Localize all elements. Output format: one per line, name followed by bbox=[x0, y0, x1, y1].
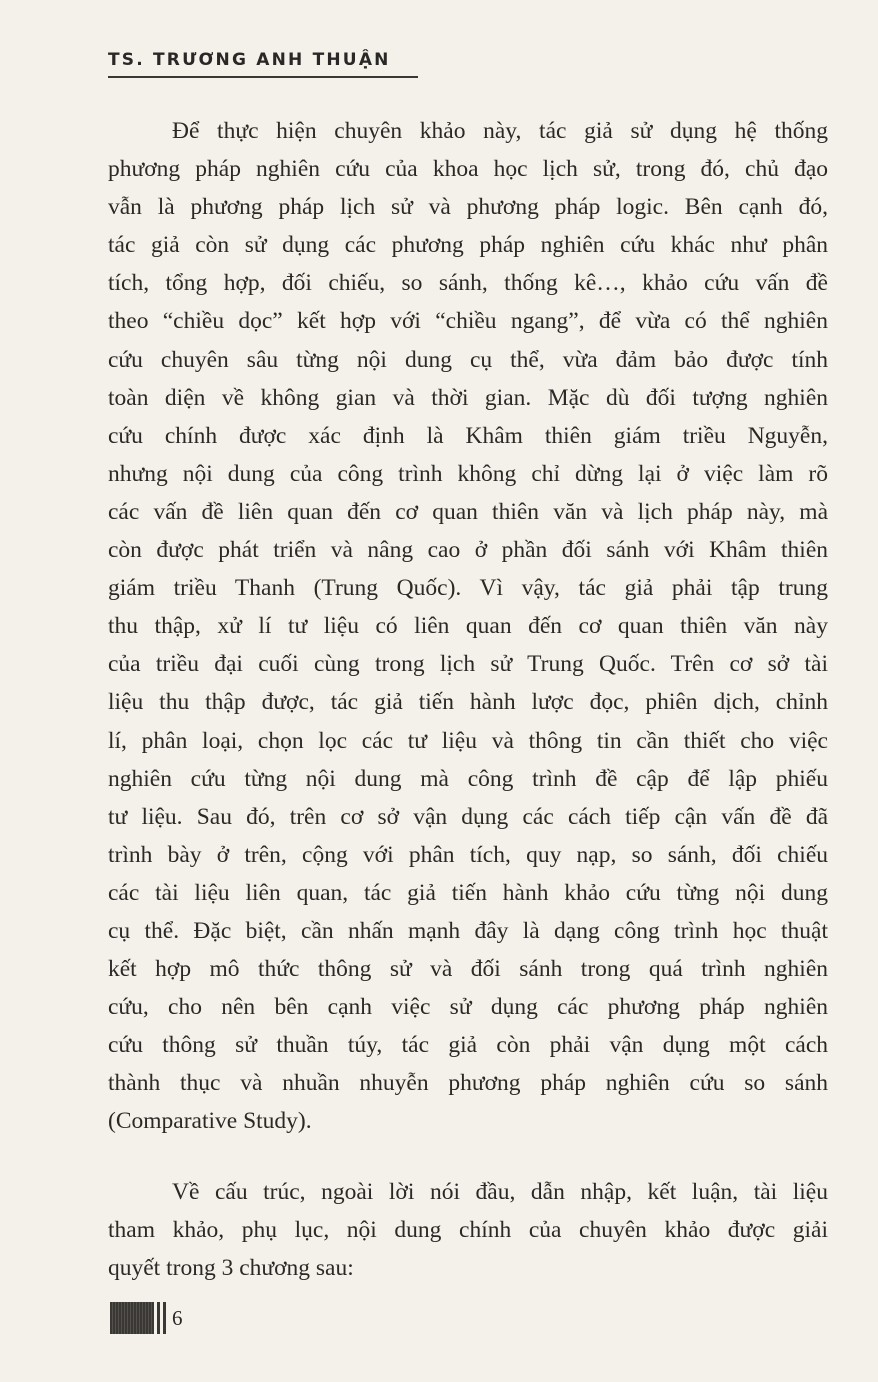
text-line: tác giả còn sử dụng các phương pháp nghiên cứu khác như phân bbox=[108, 232, 828, 259]
text-line: giám triều Thanh (Trung Quốc). Vì vậy, tác giả phải tập trung bbox=[108, 575, 828, 602]
text-line: các vấn đề liên quan đến cơ quan thiên văn và lịch pháp này, mà bbox=[108, 498, 828, 525]
text-line: lí, phân loại, chọn lọc các tư liệu và thông tin cần thiết cho việc bbox=[108, 727, 828, 754]
text-line: cứu chuyên sâu từng nội dung cụ thể, vừa đảm bảo được tính bbox=[108, 346, 828, 373]
text-line: (Comparative Study). bbox=[108, 1108, 312, 1135]
paragraph-methods bbox=[108, 112, 828, 1141]
paragraph-structure bbox=[108, 1173, 828, 1287]
paragraph-gap bbox=[108, 1141, 828, 1173]
header-rule bbox=[108, 76, 418, 78]
text-line: cứu, cho nên bên cạnh việc sử dụng các phương pháp nghiên bbox=[108, 994, 828, 1021]
page-footer bbox=[110, 1302, 183, 1334]
text-line: nghiên cứu từng nội dung mà công trình đề cập để lập phiếu bbox=[108, 765, 828, 792]
text-line: theo “chiều dọc” kết hợp với “chiều ngang”, để vừa có thể nghiên bbox=[108, 308, 828, 335]
text-line: phương pháp nghiên cứu của khoa học lịch sử, trong đó, chủ đạo bbox=[108, 156, 828, 183]
text-line: Về cấu trúc, ngoài lời nói đầu, dẫn nhập, kết luận, tài liệu bbox=[172, 1178, 828, 1205]
footer-bar bbox=[163, 1302, 166, 1334]
footer-bar bbox=[157, 1302, 160, 1334]
running-header-author: TS. TRƯƠNG ANH THUẬN bbox=[108, 50, 391, 70]
text-line: thu thập, xử lí tư liệu có liên quan đến cơ quan thiên văn này bbox=[108, 613, 828, 640]
text-line: tư liệu. Sau đó, trên cơ sở vận dụng các cách tiếp cận vấn đề đã bbox=[108, 803, 828, 830]
body-text bbox=[108, 112, 828, 1287]
text-line: trình bày ở trên, cộng với phân tích, quy nạp, so sánh, đối chiếu bbox=[108, 841, 828, 868]
text-line: tích, tổng hợp, đối chiếu, so sánh, thống kê…, khảo cứu vấn đề bbox=[108, 270, 828, 297]
text-line: cụ thể. Đặc biệt, cần nhấn mạnh đây là dạng công trình học thuật bbox=[108, 917, 828, 944]
page-number: 6 bbox=[172, 1305, 183, 1330]
text-line: toàn diện về không gian và thời gian. Mặc dù đối tượng nghiên bbox=[108, 384, 828, 411]
text-line: cứu chính được xác định là Khâm thiên giám triều Nguyễn, bbox=[108, 422, 828, 449]
text-line: còn được phát triển và nâng cao ở phần đối sánh với Khâm thiên bbox=[108, 537, 828, 564]
text-line: Để thực hiện chuyên khảo này, tác giả sử dụng hệ thống bbox=[172, 118, 828, 144]
text-line: liệu thu thập được, tác giả tiến hành lược đọc, phiên dịch, chỉnh bbox=[108, 689, 828, 716]
text-line: nhưng nội dung của công trình không chỉ dừng lại ở việc làm rõ bbox=[108, 460, 828, 487]
footer-ornament bbox=[110, 1302, 154, 1334]
text-line: quyết trong 3 chương sau: bbox=[108, 1254, 354, 1281]
text-line: các tài liệu liên quan, tác giả tiến hành khảo cứu từng nội dung bbox=[108, 879, 828, 906]
text-line: thành thục và nhuần nhuyễn phương pháp nghiên cứu so sánh bbox=[108, 1070, 828, 1097]
text-line: vẫn là phương pháp lịch sử và phương pháp logic. Bên cạnh đó, bbox=[108, 194, 828, 221]
text-line: của triều đại cuối cùng trong lịch sử Trung Quốc. Trên cơ sở tài bbox=[108, 651, 828, 678]
text-line: tham khảo, phụ lục, nội dung chính của chuyên khảo được giải bbox=[108, 1216, 828, 1243]
text-line: cứu thông sử thuần túy, tác giả còn phải vận dụng một cách bbox=[108, 1032, 828, 1059]
text-line: kết hợp mô thức thông sử và đối sánh trong quá trình nghiên bbox=[108, 956, 828, 983]
